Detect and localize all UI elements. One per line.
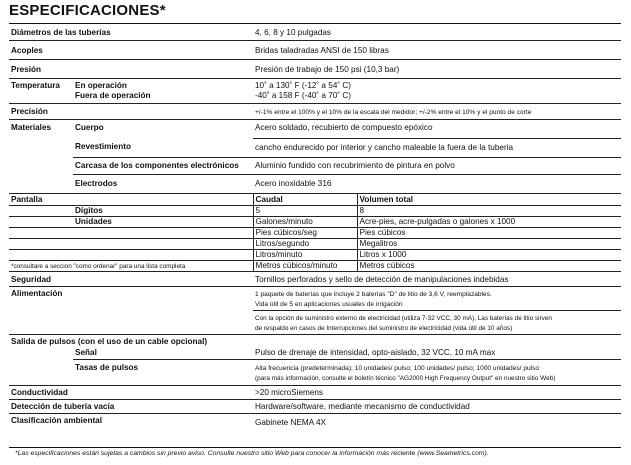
- spec-table: [9, 23, 621, 429]
- row-materiales-revestimiento: [9, 138, 621, 157]
- row-salida-senal: [9, 347, 621, 359]
- row-alimentacion-3: [9, 310, 621, 323]
- temperatura-op-label: En operación: [73, 79, 253, 92]
- unidades-caudal: Galones/minuto: [253, 216, 357, 227]
- row-temperatura-op: [9, 79, 621, 92]
- row-acoples: [9, 41, 621, 60]
- unidades-caudal: Metros cúbicos/minuto: [253, 260, 357, 271]
- diametros-label: Diámetros de las tuberías: [9, 24, 253, 41]
- bottom-divider: [9, 447, 621, 448]
- presion-value: Presión de trabajo de 150 psi (10,3 bar): [253, 60, 621, 79]
- tasas-value-2: (para más información, consulte el boletín técnico "AG2000 High Frequency Output" en nuestro sitio Web): [255, 375, 556, 383]
- deteccion-value: Hardware/software, mediante mecanismo de conductividad: [253, 399, 621, 413]
- temperatura-off-label: Fuera de operación: [75, 91, 151, 100]
- digitos-caudal: 5: [253, 205, 357, 216]
- alimentacion-value-3: Con la opción de suministro externo de electricidad (utiliza 7-32 VCC, 30 mA), Las baterías de litio sirven: [255, 314, 552, 322]
- senal-label: Señal: [75, 348, 97, 358]
- revestimiento-label: Revestimiento: [75, 142, 131, 151]
- unidades-volumen: Megalitros: [357, 238, 621, 249]
- row-seguridad: [9, 271, 621, 286]
- row-alimentacion-2: [9, 299, 621, 310]
- row-precision: [9, 103, 621, 119]
- temperatura-off-value: -40˚ a 158 F (-40˚ a 70˚ C): [255, 91, 352, 100]
- row-salida: [9, 335, 621, 348]
- footer-note: *Las especificaciones están sujetas a cambios sin previo aviso. Consulte nuestro sitio Web para conocer la información más reciente (www.Seametrics.com).: [15, 450, 489, 457]
- senal-value: Pulso de drenaje de intensidad, opto-aislado, 32 VCC, 10 mA max: [255, 348, 496, 358]
- pantalla-note: *consultare a seccion "como ordenar" para una lista completa: [11, 262, 186, 270]
- seguridad-label: Seguridad: [9, 271, 253, 286]
- row-salida-tasas-1: [9, 359, 621, 373]
- diametros-value: 4, 6, 8 y 10 pulgadas: [253, 24, 621, 41]
- row-diametros: [9, 24, 621, 41]
- temperatura-label: Temperatura: [9, 79, 73, 92]
- tasas-label: Tasas de pulsos: [73, 359, 253, 373]
- row-materiales-carcasa: [9, 157, 621, 174]
- cuerpo-value: Acero soldado, recubierto de compuesto epóxico: [253, 119, 621, 138]
- materiales-label: Materiales: [9, 119, 73, 138]
- clasificacion-value: Gabinete NEMA 4X: [253, 413, 621, 429]
- row-conductividad: [9, 385, 621, 399]
- unidades-caudal: Litros/minuto: [253, 249, 357, 260]
- electrodos-label: Electrodos: [73, 174, 253, 193]
- unidades-caudal: Litros/segundo: [253, 238, 357, 249]
- carcasa-value: Aluminio fundido con recubrimiento de pintura en polvo: [253, 157, 621, 174]
- alimentacion-value-2: Vida útil de 5 en aplicaciones usuales de irrigación: [255, 301, 403, 309]
- conductividad-value: >20 microSiemens: [253, 385, 621, 399]
- row-salida-tasas-2: [9, 373, 621, 385]
- pantalla-volumen-header: Volumen total: [357, 194, 621, 206]
- row-materiales-electrodos: [9, 174, 621, 193]
- carcasa-label: Carcasa de los componentes electrónicos: [73, 157, 253, 174]
- acoples-value: Bridas taladradas ANSI de 150 libras: [253, 41, 621, 60]
- unidades-caudal: Pies cúbicos/seg: [253, 227, 357, 238]
- presion-label: Presión: [9, 60, 253, 79]
- row-clasificacion: [9, 413, 621, 429]
- pantalla-caudal-header: Caudal: [253, 194, 357, 206]
- unidades-volumen: Acre-pies, acre-pulgadas o galones x 1000: [357, 216, 621, 227]
- conductividad-label: Conductividad: [9, 385, 253, 399]
- page-title: ESPECIFICACIONES*: [9, 2, 166, 19]
- cuerpo-label: Cuerpo: [73, 119, 253, 138]
- unidades-volumen: Metros cúbicos: [357, 260, 621, 271]
- pantalla-table: [9, 194, 621, 271]
- row-pantalla: [9, 193, 621, 271]
- precision-value: +/-1% entre el 100% y el 10% de la escala del medidor; +/-2% entre el 10% y el punto de corte: [255, 108, 532, 116]
- row-alimentacion-1: [9, 286, 621, 299]
- unidades-volumen: Pies cúbicos: [357, 227, 621, 238]
- revestimiento-value: cancho endurecido por interior y cancho maleable la fuera de la tuberia: [253, 138, 621, 157]
- pantalla-label: Pantalla: [11, 194, 43, 204]
- digitos-volumen: 8: [357, 205, 621, 216]
- clasificacion-label: Clasificación ambiental: [9, 413, 253, 429]
- tasas-value-1: Alta frecuencia (predeterminada); 10 unidades/ pulso; 100 unidades/ pulso; 1000 unidades/ pulso: [255, 364, 540, 372]
- seguridad-value: Tornillos perforados y sello de detección de manipulaciones indebidas: [253, 271, 621, 286]
- salida-label: Salida de pulsos (con el uso de un cable opcional): [9, 335, 253, 348]
- precision-label: Precisión: [9, 103, 253, 119]
- electrodos-value: Acero inoxidable 316: [253, 174, 621, 193]
- row-presion: [9, 60, 621, 79]
- alimentacion-value-4: de respaldo en casos de Interrupciones del suministro de electricidad (vida útil de 10 años): [255, 324, 513, 332]
- digitos-label: Dígitos: [73, 205, 253, 216]
- temperatura-op-value: 10˚ a 130˚ F (-12˚ a 54˚ C): [253, 79, 621, 92]
- alimentacion-label: Alimentación: [9, 286, 253, 299]
- unidades-volumen: Litros x 1000: [357, 249, 621, 260]
- row-alimentacion-4: [9, 323, 621, 335]
- row-temperatura-off: [9, 91, 621, 103]
- alimentacion-value-1: 1 paquete de baterías que incluye 2 baterías "D" de litio de 3,6 V, reemplazables.: [255, 290, 492, 298]
- row-deteccion: [9, 399, 621, 413]
- deteccion-label: Detección de tubería vacía: [9, 399, 253, 413]
- row-materiales-cuerpo: [9, 119, 621, 138]
- acoples-label: Acoples: [9, 41, 253, 60]
- unidades-label: Unidades: [73, 216, 253, 227]
